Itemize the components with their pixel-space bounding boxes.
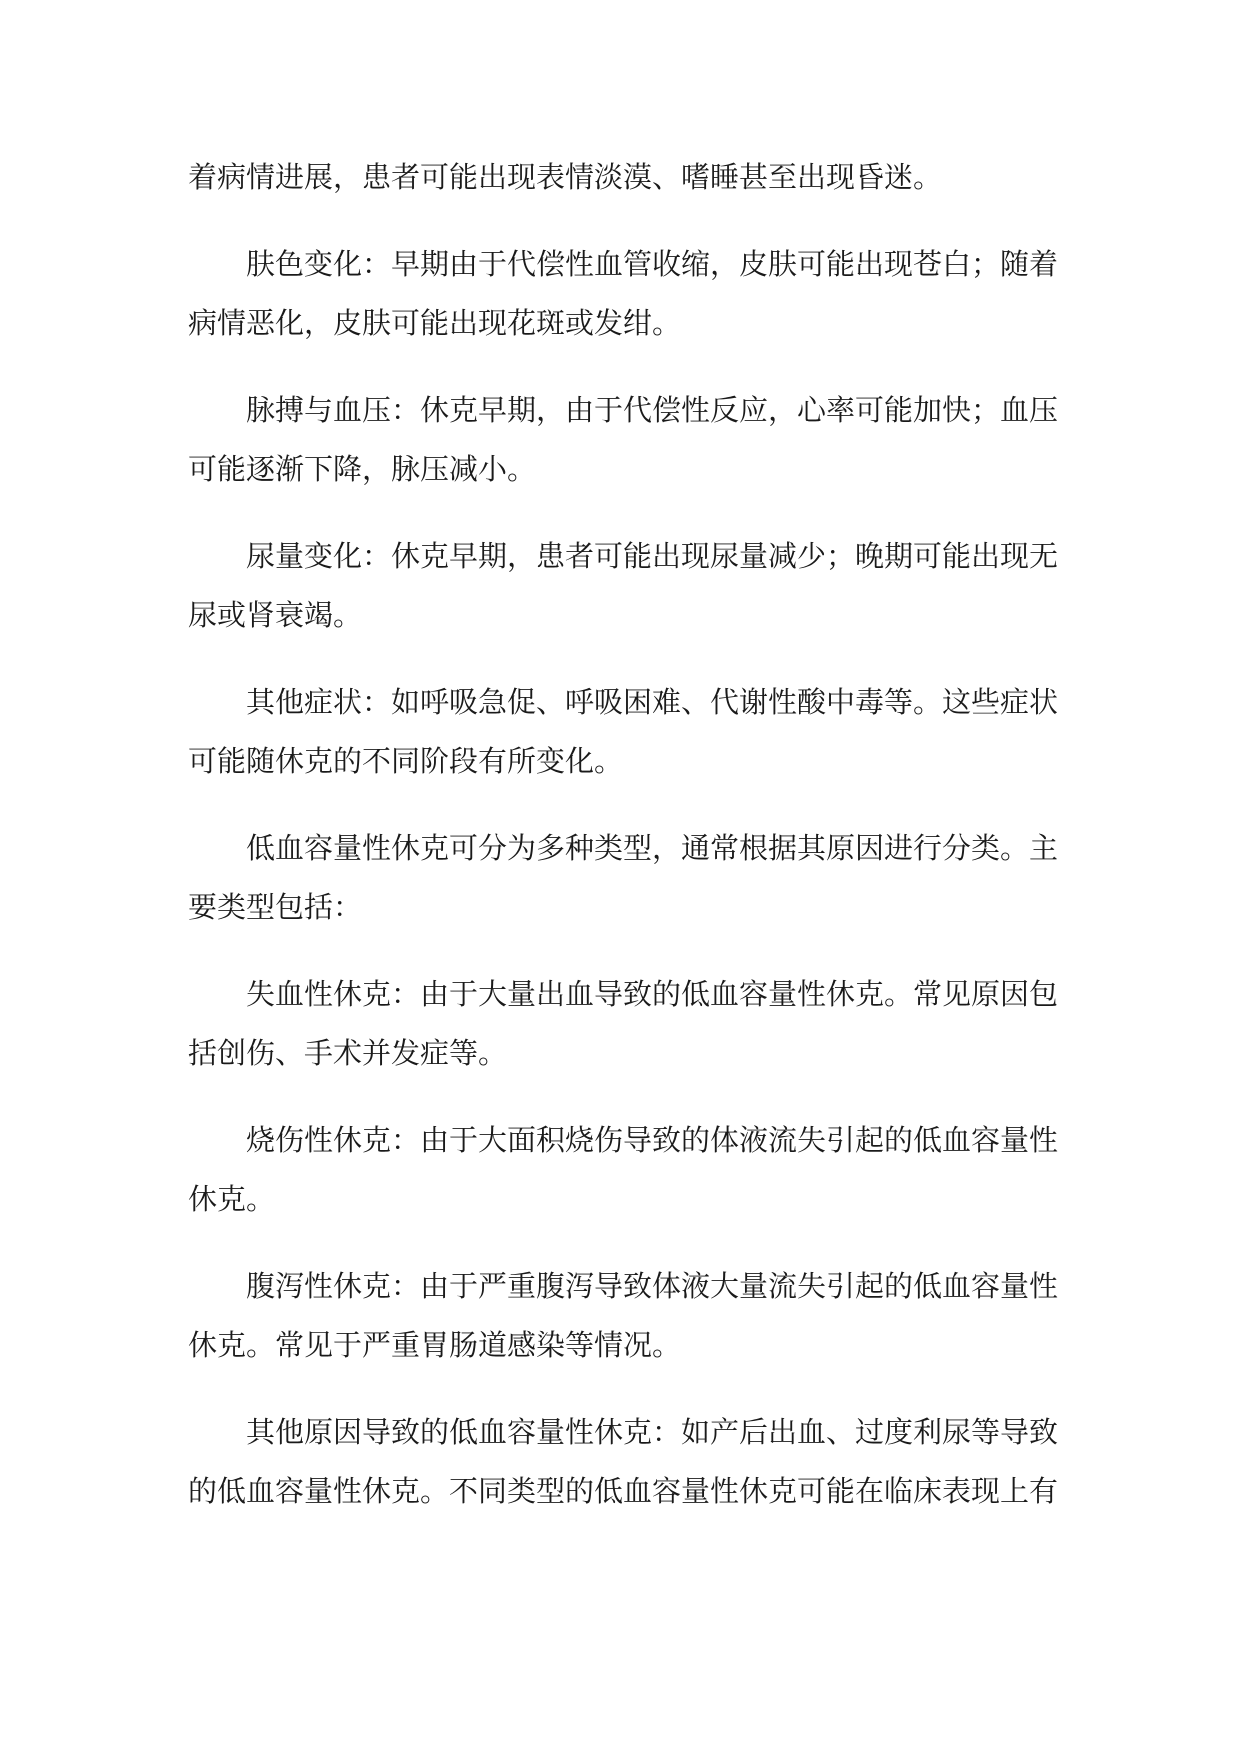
paragraph-diarrheal-shock: 腹泻性休克：由于严重腹泻导致体液大量流失引起的低血容量性休克。常见于严重胃肠道感染等情况。 [188,1269,1059,1362]
paragraph-pulse-blood-pressure: 脉搏与血压：休克早期，由于代偿性反应，心率可能加快；血压可能逐渐下降，脉压减小。 [188,393,1059,486]
paragraph-shock-types-intro: 低血容量性休克可分为多种类型，通常根据其原因进行分类。主要类型包括： [188,831,1059,924]
document-page [188,148,1058,1549]
paragraph-other-symptoms: 其他症状：如呼吸急促、呼吸困难、代谢性酸中毒等。这些症状可能随休克的不同阶段有所变化。 [188,685,1059,778]
paragraph-hemorrhagic-shock: 失血性休克：由于大量出血导致的低血容量性休克。常见原因包括创伤、手术并发症等。 [188,977,1059,1070]
paragraph-burn-shock: 烧伤性休克：由于大面积烧伤导致的体液流失引起的低血容量性休克。 [188,1123,1059,1216]
paragraph-skin-color: 肤色变化：早期由于代偿性血管收缩，皮肤可能出现苍白；随着病情恶化，皮肤可能出现花斑或发绀。 [188,247,1059,340]
paragraph-continuation: 着病情进展，患者可能出现表情淡漠、嗜睡甚至出现昏迷。 [188,160,943,194]
paragraph-other-causes: 其他原因导致的低血容量性休克：如产后出血、过度利尿等导致的低血容量性休克。不同类型的低血容量性休克可能在临床表现上有 [188,1415,1059,1508]
paragraph-urine-output: 尿量变化：休克早期，患者可能出现尿量减少；晚期可能出现无尿或肾衰竭。 [188,539,1059,632]
